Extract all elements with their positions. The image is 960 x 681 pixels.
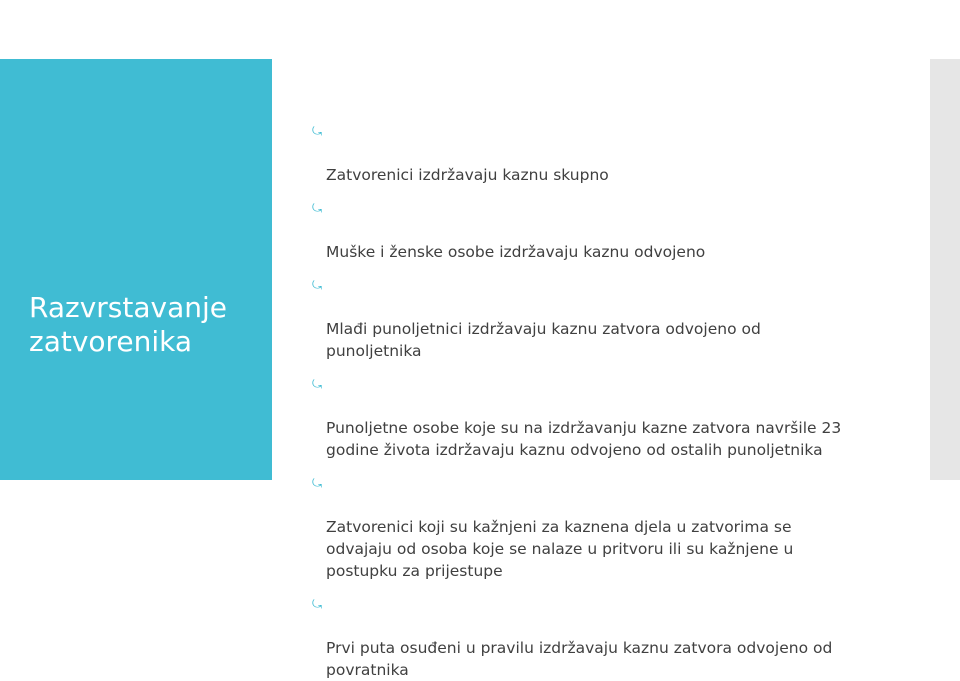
curved-arrow-bullet-icon: ⤿ [312, 377, 322, 391]
bullet-item [312, 472, 892, 582]
bullet-item [312, 197, 892, 263]
curved-arrow-bullet-icon: ⤿ [312, 597, 322, 611]
bullet-text: Muške i ženske osobe izdržavaju kaznu odvojeno [326, 243, 706, 261]
bullet-item [312, 274, 892, 362]
bullet-text: Zatvorenici koji su kažnjeni za kaznena djela u zatvorima se odvajaju od osoba koje se nalaze u pritvoru ili su kažnjene u postupku za prijestupe [326, 518, 794, 580]
slide-title: Razvrstavanje zatvorenika [29, 291, 227, 358]
bullet-item [312, 120, 892, 186]
curved-arrow-bullet-icon: ⤿ [312, 278, 322, 292]
side-strip [930, 59, 960, 480]
curved-arrow-bullet-icon: ⤿ [312, 124, 322, 138]
bullet-item [312, 593, 892, 681]
bullet-text: Prvi puta osuđeni u pravilu izdržavaju kaznu zatvora odvojeno od povratnika [326, 639, 833, 679]
bullet-text: Zatvorenici izdržavaju kaznu skupno [326, 166, 609, 184]
curved-arrow-bullet-icon: ⤿ [312, 476, 322, 490]
bullet-text: Punoljetne osobe koje su na izdržavanju kazne zatvora navršile 23 godine života izdržavaju kaznu odvojeno od ostalih punoljetnika [326, 419, 842, 459]
title-panel [0, 59, 272, 480]
bullet-text: Mlađi punoljetnici izdržavaju kaznu zatvora odvojeno od punoljetnika [326, 320, 761, 360]
bullet-list [312, 120, 892, 681]
curved-arrow-bullet-icon: ⤿ [312, 201, 322, 215]
bullet-item [312, 373, 892, 461]
